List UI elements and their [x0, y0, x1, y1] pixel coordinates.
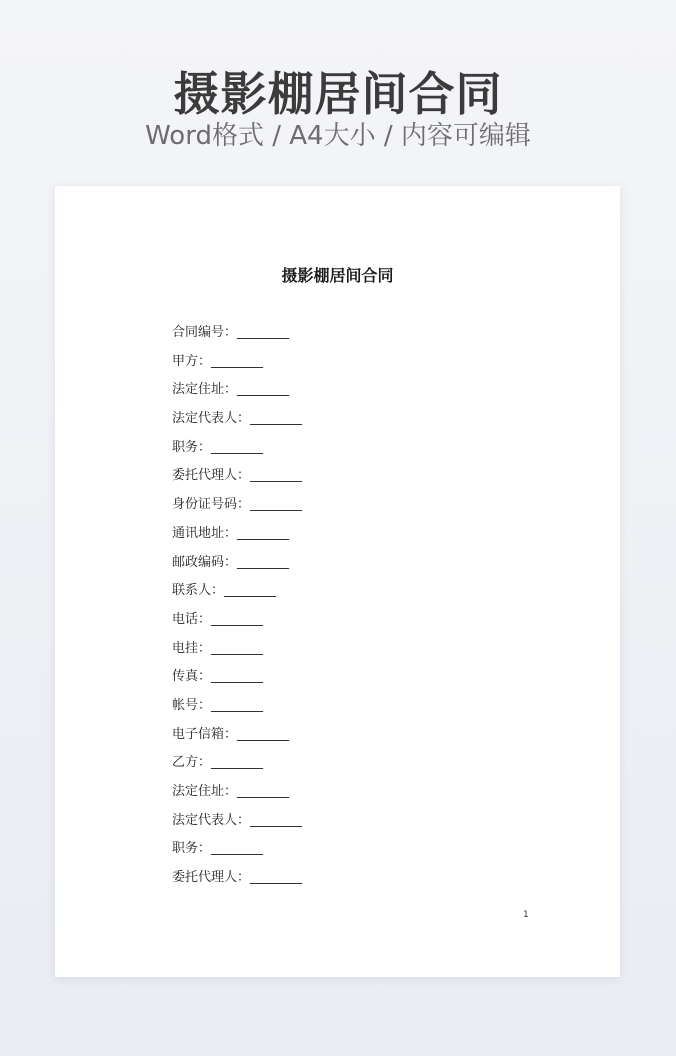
field-mailing-address: 通讯地址：________ [172, 525, 290, 541]
field-legal-address-a: 法定住址：________ [172, 382, 290, 398]
field-legal-representative-b: 法定代表人：________ [172, 812, 303, 828]
field-party-a: 甲方：________ [172, 353, 264, 369]
banner-title: 摄影棚居间合同 [173, 67, 503, 121]
field-account: 帐号：________ [172, 697, 264, 713]
field-legal-address-b: 法定住址：________ [172, 784, 290, 799]
field-position-a: 职务：________ [172, 439, 264, 455]
field-fax: 传真：________ [172, 669, 264, 685]
field-telegraph: 电挂：________ [172, 640, 264, 656]
field-position-b: 职务：________ [172, 841, 264, 857]
field-authorized-agent-b: 委托代理人：________ [172, 870, 303, 886]
field-id-number: 身份证号码：________ [172, 497, 303, 513]
field-contract-number: 合同编号：________ [172, 325, 290, 340]
field-phone: 电话：________ [172, 611, 264, 627]
field-contact-person: 联系人：________ [172, 583, 277, 599]
banner-subtitle: Word格式 / A4大小 / 内容可编辑 [145, 121, 531, 151]
document-page [55, 186, 620, 977]
document-title: 摄影棚居间合同 [281, 266, 394, 285]
page-number: 1 [523, 910, 529, 920]
field-authorized-agent-a: 委托代理人：________ [172, 468, 303, 484]
contract-field-list [172, 322, 302, 896]
field-postal-code: 邮政编码：________ [172, 554, 290, 570]
field-email: 电子信箱：________ [172, 726, 290, 742]
field-legal-representative-a: 法定代表人：________ [172, 411, 303, 427]
field-party-b: 乙方：________ [172, 755, 264, 771]
